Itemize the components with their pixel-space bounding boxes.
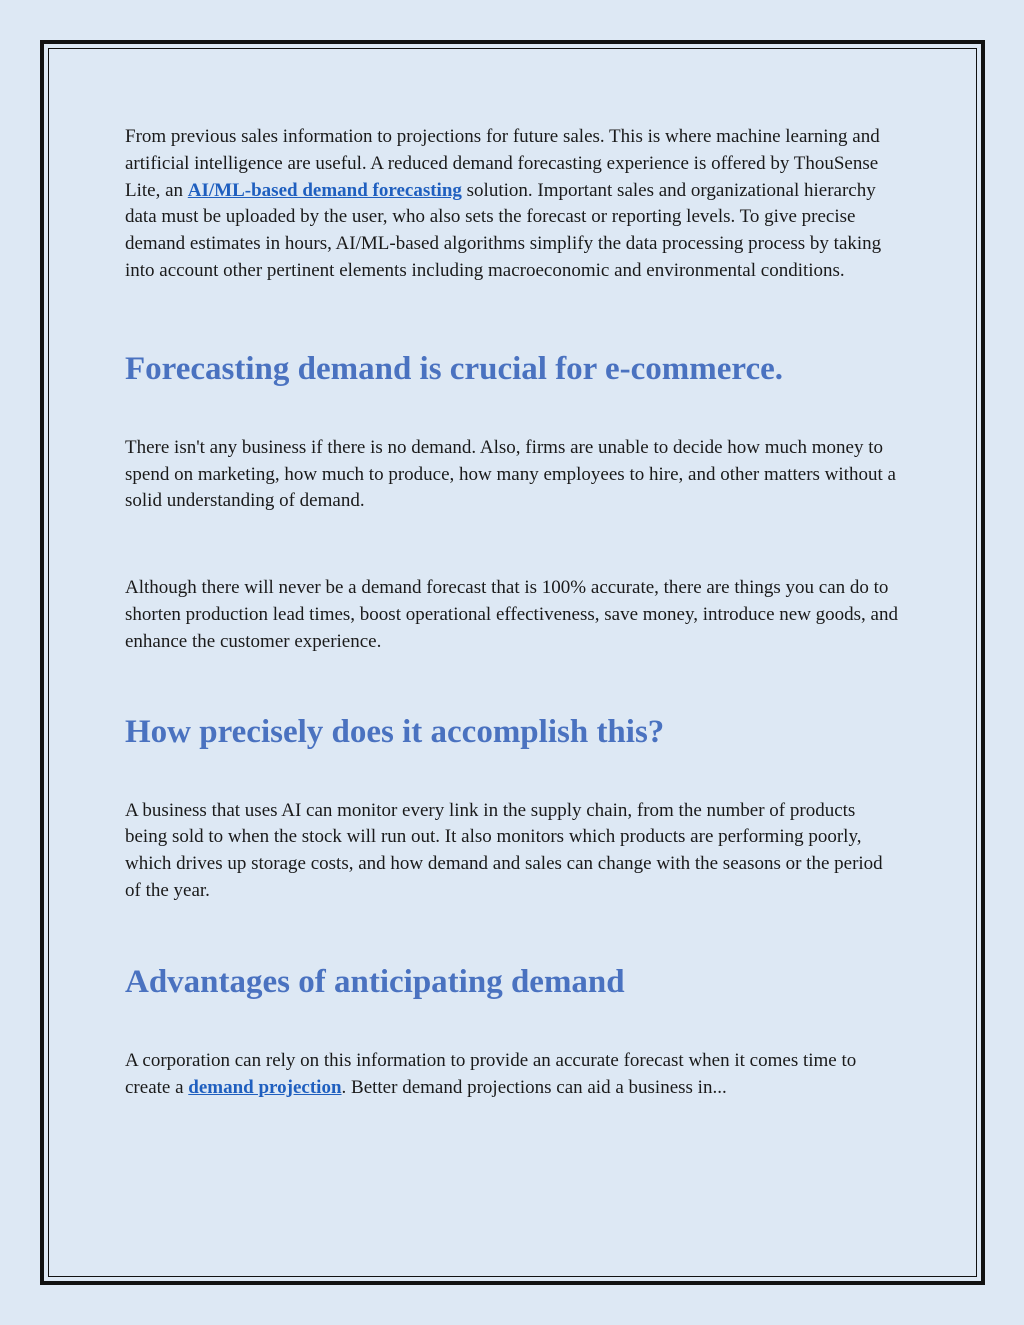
paragraph-corporation (125, 1048, 900, 1102)
paragraph-intro (125, 124, 900, 285)
paragraph-ai-supply-chain: A business that uses AI can monitor every link in the supply chain, from the number of products being sold to when the stock will run out. It also monitors which products are performing poorly, which drives up storage costs, and how demand and sales can change with the seasons or the period of the year. (125, 799, 883, 901)
heading-forecasting-crucial: Forecasting demand is crucial for e-commerce. (125, 350, 783, 387)
paragraph-no-demand: There isn't any business if there is no demand. Also, firms are unable to decide how much money to spend on marketing, how much to produce, how many employees to hire, and other matters without a solid understanding of demand. (125, 436, 896, 512)
paragraph-corporation-text-after: . Better demand projections can aid a business in... (341, 1076, 727, 1098)
paragraph-intro-text-after: solution. Important sales and organizational hierarchy data must be uploaded by the user, who also sets the forecast or reporting levels. To give precise demand estimates in hours, AI/ML-based algorithms simplify the data processing process by taking into account other pertinent elements including macroeconomic and environmental conditions. (125, 179, 882, 281)
page-border-inner (48, 48, 977, 1277)
paragraph-intro-text-before: From previous sales information to projections for future sales. This is where machine learning and artificial intelligence are useful. A reduced demand forecasting experience is offered by ThouSense Lite, an (125, 126, 880, 201)
heading-advantages: Advantages of anticipating demand (125, 963, 625, 1000)
ai-ml-demand-forecasting-link[interactable]: AI/ML-based demand forecasting (187, 179, 462, 201)
paragraph-corporation-text-before: A corporation can rely on this information to provide an accurate forecast when it comes time to create a (125, 1049, 857, 1098)
paragraph-accuracy: Although there will never be a demand forecast that is 100% accurate, there are things you can do to shorten production lead times, boost operational effectiveness, save money, introduce new goods, and enhance the customer experience. (125, 577, 898, 652)
heading-how-precisely: How precisely does it accomplish this? (125, 713, 665, 750)
document-body (125, 124, 900, 1101)
demand-projection-link[interactable]: demand projection (188, 1076, 342, 1098)
page-border-outer (40, 40, 985, 1285)
